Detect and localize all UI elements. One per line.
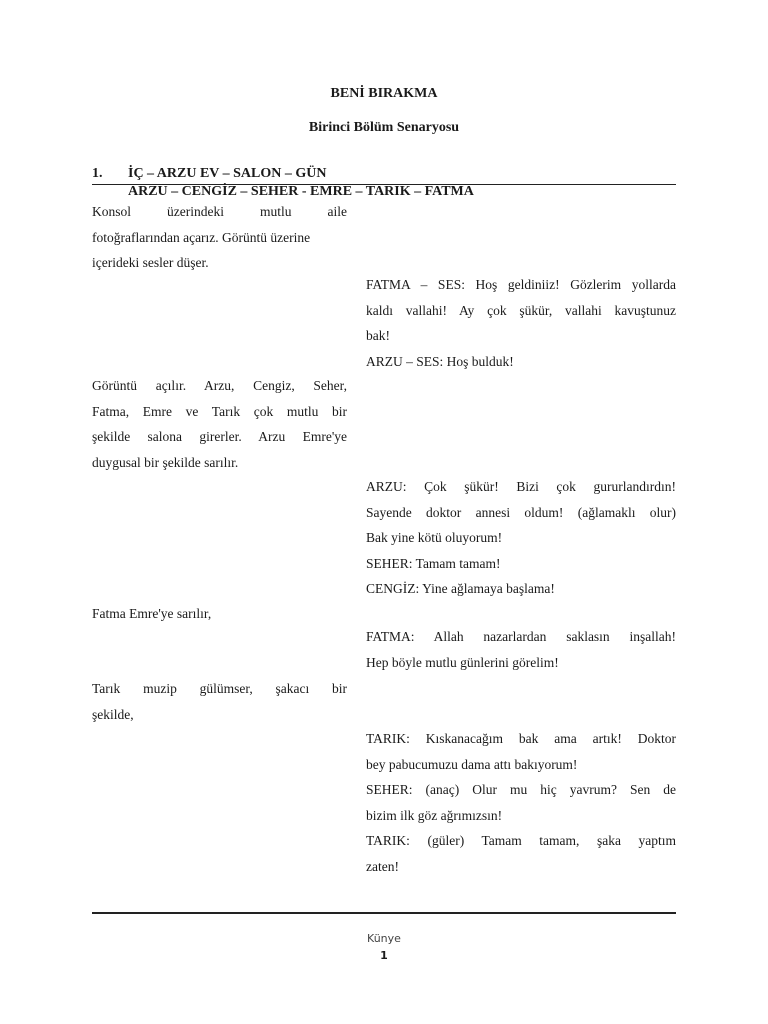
- action-block-4: [92, 676, 347, 727]
- script-line: duygusal bir şekilde sarılır.: [92, 454, 239, 470]
- script-line: Hep böyle mutlu günlerini görelim!: [366, 654, 559, 670]
- script-line: FATMA: Allah nazarlardan saklasın inşallah!: [366, 629, 676, 644]
- action-block-1: [92, 199, 347, 276]
- script-line: bizim ilk göz ağrımızsın!: [366, 807, 503, 823]
- scene-heading: İÇ – ARZU EV – SALON – GÜN: [128, 166, 327, 181]
- dialogue-block-1: [366, 272, 676, 374]
- script-line: zaten!: [366, 858, 399, 874]
- script-line: TARIK: (güler) Tamam tamam, şaka yaptım: [366, 833, 676, 848]
- document-title: BENİ BIRAKMA: [330, 86, 438, 101]
- script-line: Bak yine kötü oluyorum!: [366, 530, 503, 545]
- dialogue-block-2: [366, 474, 676, 602]
- script-line: ARZU – SES: Hoş bulduk!: [366, 353, 514, 369]
- footer-rule: [92, 912, 676, 914]
- script-line: şekilde,: [92, 706, 134, 722]
- script-line: SEHER: Tamam tamam!: [366, 555, 501, 571]
- script-line: bey pabucumuzu dama attı bakıyorum!: [366, 756, 578, 772]
- dialogue-block-3: [366, 624, 676, 675]
- scene-cast: ARZU – CENGİZ – SEHER - EMRE – TARIK – FATMA: [128, 184, 474, 199]
- script-line: Fatma, Emre ve Tarık çok mutlu bir: [92, 403, 347, 419]
- script-line: Görüntü açılır. Arzu, Cengiz, Seher,: [92, 378, 347, 393]
- script-line: SEHER: (anaç) Olur mu hiç yavrum? Sen de: [366, 782, 676, 797]
- footer-label: Künye: [367, 932, 401, 945]
- scene-number: 1.: [92, 166, 103, 181]
- script-line: CENGİZ: Yine ağlamaya başlama!: [366, 581, 555, 596]
- script-line: Fatma Emre'ye sarılır,: [92, 606, 212, 621]
- script-line: FATMA – SES: Hoş geldiniiz! Gözlerim yollarda: [366, 277, 676, 292]
- script-line: Tarık muzip gülümser, şakacı bir: [92, 681, 347, 696]
- script-line: şekilde salona girerler. Arzu Emre'ye: [92, 429, 347, 444]
- script-line: ARZU: Çok şükür! Bizi çok gururlandırdın!: [366, 479, 676, 494]
- document-subtitle: Birinci Bölüm Senaryosu: [308, 120, 460, 135]
- script-line: TARIK: Kıskanacağım bak ama artık! Doktor: [366, 731, 676, 746]
- action-block-3: [92, 601, 347, 627]
- script-line: bak!: [366, 328, 390, 343]
- page-number: 1: [380, 949, 388, 962]
- action-block-2: [92, 373, 347, 475]
- dialogue-block-4: [366, 726, 676, 879]
- script-line: fotoğraflarından açarız. Görüntü üzerine: [92, 229, 311, 245]
- script-line: Konsol üzerindeki mutlu aile: [92, 204, 347, 219]
- script-line: içerideki sesler düşer.: [92, 255, 209, 270]
- script-line: kaldı vallahi! Ay çok şükür, vallahi kavuştunuz: [366, 302, 676, 318]
- script-line: Sayende doktor annesi oldum! (ağlamaklı olur): [366, 504, 676, 520]
